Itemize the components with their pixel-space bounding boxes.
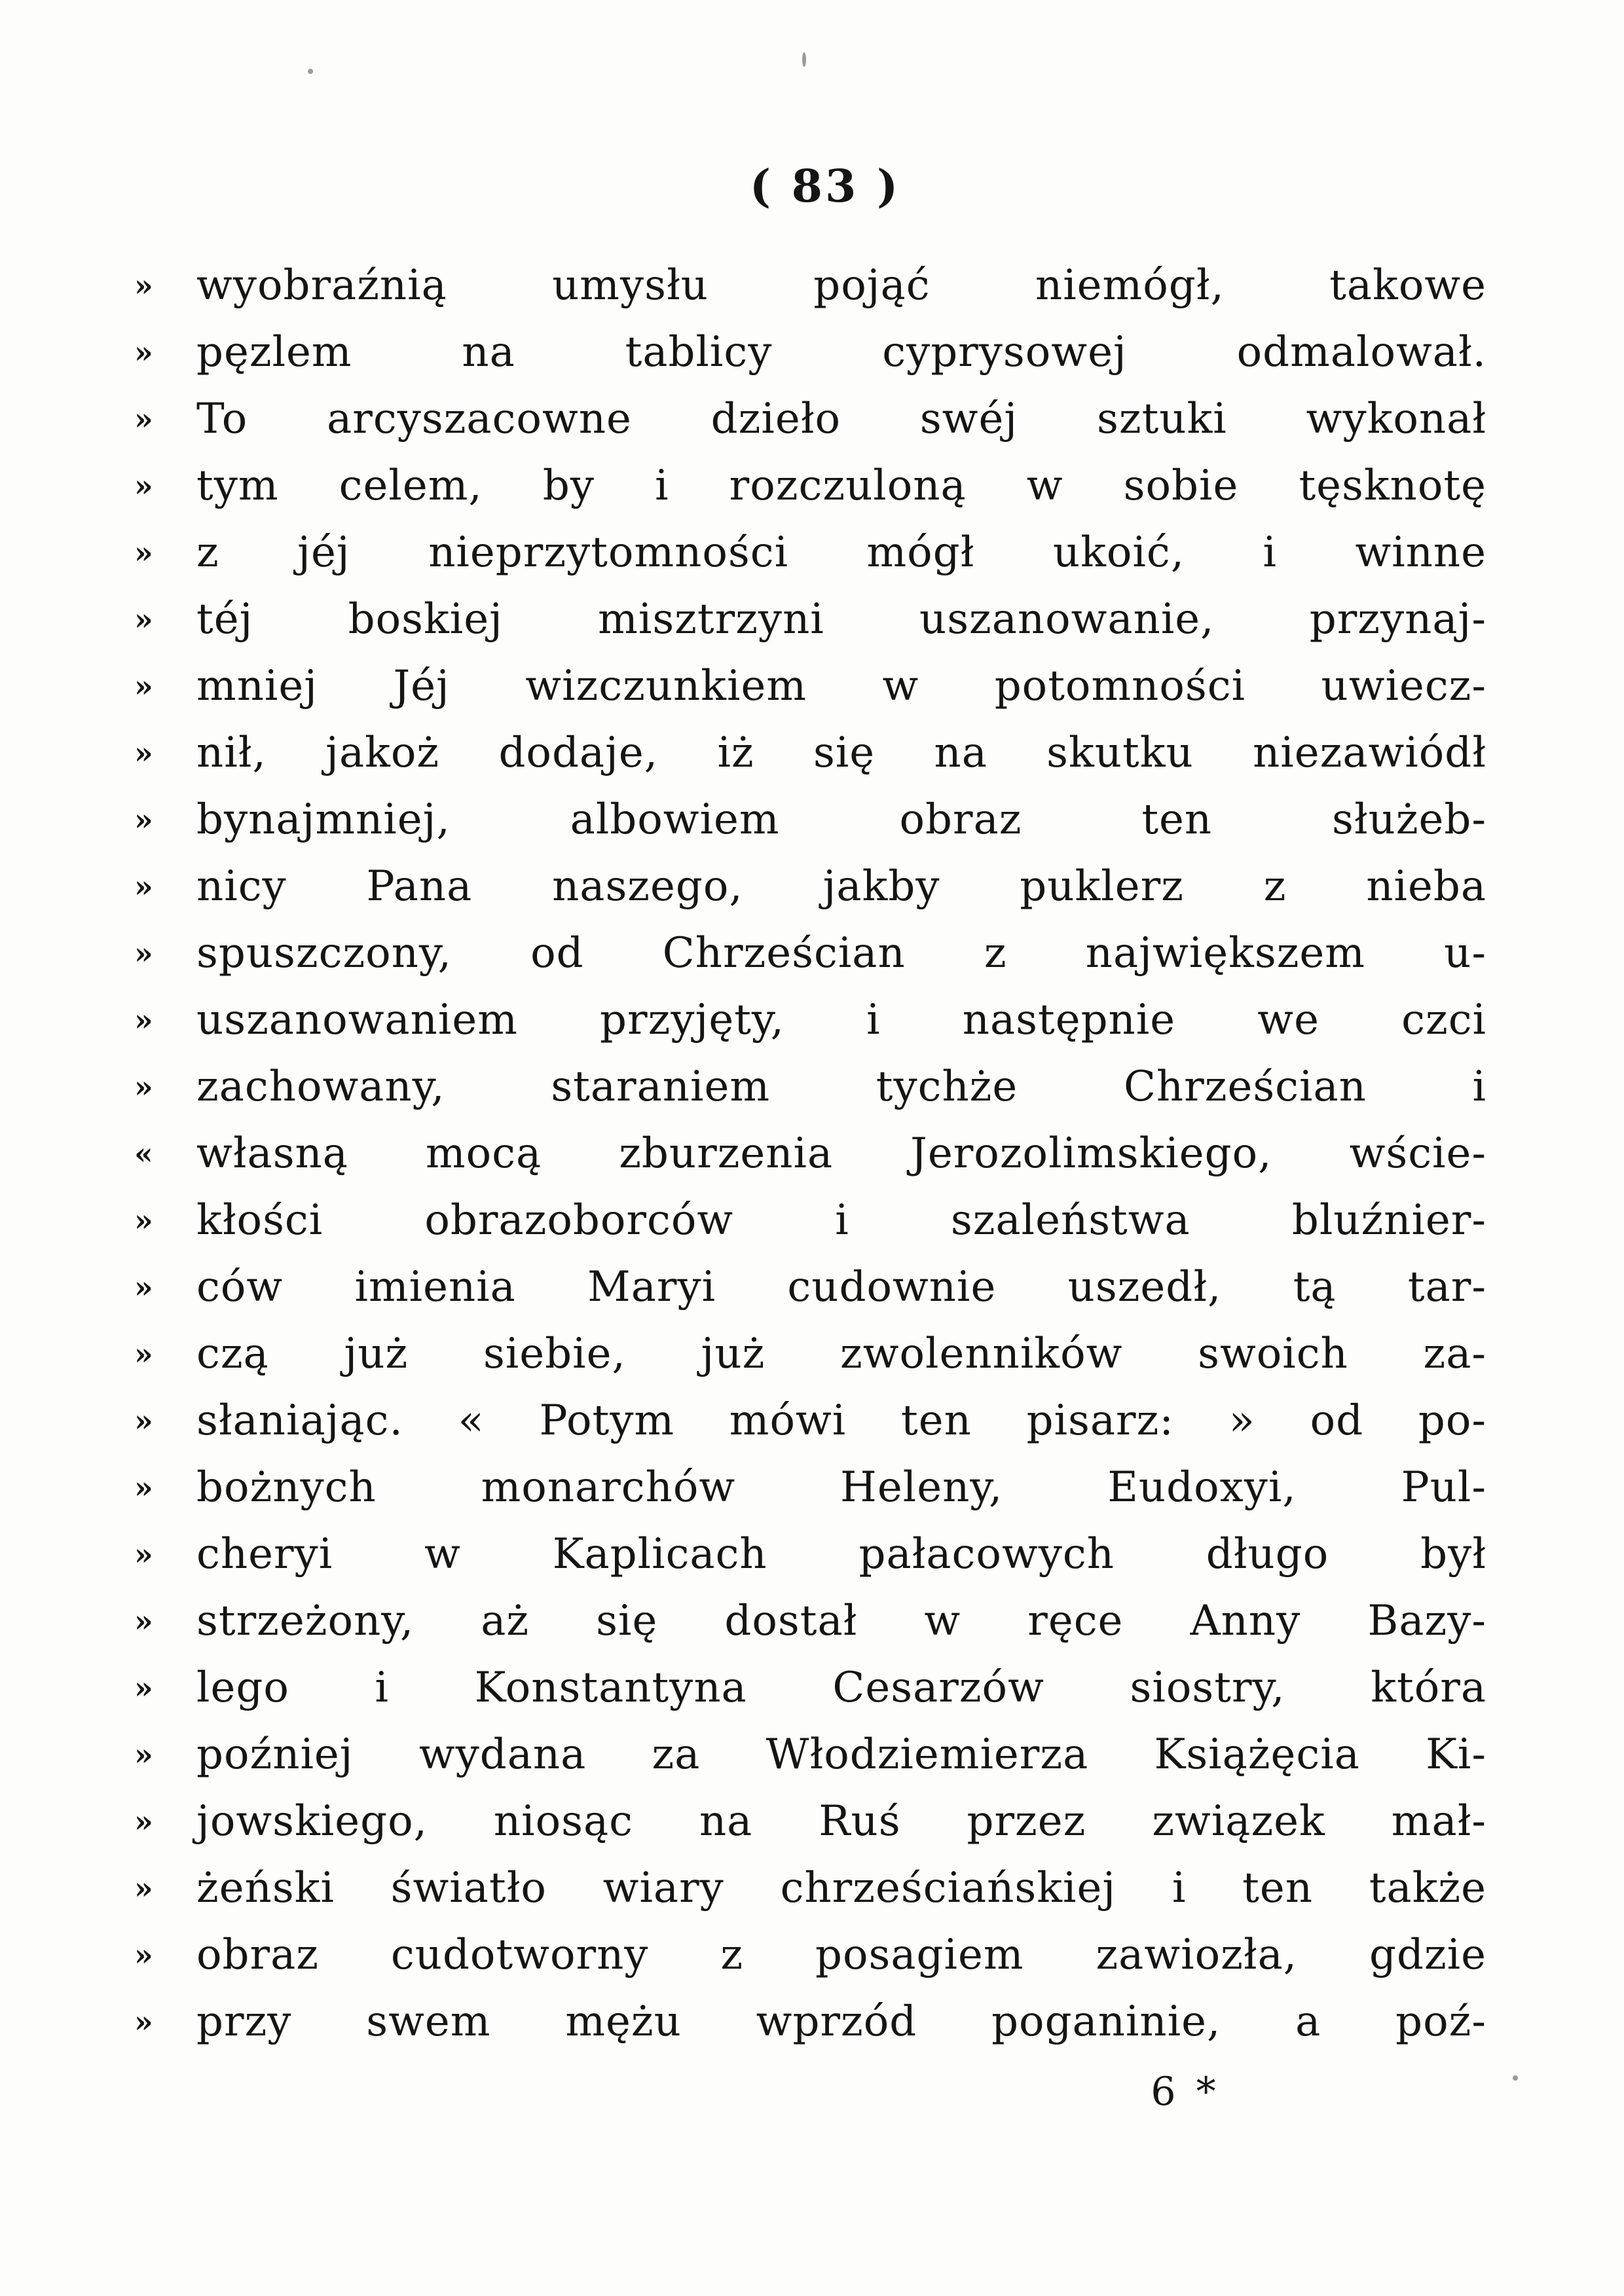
- text-line: [134, 1521, 1486, 1588]
- text-line: [134, 252, 1486, 319]
- line-text: tym celem, by i rozczuloną w sobie tęsknotę: [196, 462, 1486, 510]
- quotation-mark: »: [134, 668, 153, 704]
- line-text: własną mocą zburzenia Jerozolimskiego, wście-: [196, 1129, 1486, 1178]
- text-line: [134, 1654, 1486, 1721]
- text-line: [134, 1053, 1486, 1120]
- text-line: [134, 853, 1486, 920]
- ink-speck: [1513, 2075, 1518, 2081]
- quotation-mark: »: [134, 468, 153, 503]
- ink-speck: [802, 52, 806, 67]
- quotation-mark: »: [134, 735, 153, 771]
- quotation-mark: »: [134, 802, 153, 837]
- text-line: [134, 720, 1486, 786]
- text-line: [134, 1387, 1486, 1454]
- quotation-mark: »: [134, 1870, 153, 1906]
- quotation-mark: »: [134, 1269, 153, 1305]
- text-line: [134, 1855, 1486, 1922]
- line-text: słaniając. « Potym mówi ten pisarz: » od po-: [196, 1396, 1486, 1445]
- page-number: ( 83 ): [749, 160, 901, 213]
- quotation-mark: »: [134, 1336, 153, 1372]
- line-text: uszanowaniem przyjęty, i następnie we czci: [196, 996, 1486, 1044]
- line-text: nicy Pana naszego, jakby puklerz z nieba: [196, 862, 1486, 911]
- text-line: [134, 1454, 1486, 1521]
- line-text: czą już siebie, już zwolenników swoich za-: [196, 1330, 1486, 1378]
- line-text: strzeżony, aż się dostał w ręce Anny Bazy-: [196, 1597, 1486, 1645]
- line-text: zachowany, staraniem tychże Chrześcian i: [196, 1063, 1486, 1111]
- text-line: [134, 786, 1486, 853]
- line-text: cheryi w Kaplicach pałacowych długo był: [196, 1530, 1486, 1578]
- line-text: z jéj nieprzytomności mógł ukoić, i winne: [196, 528, 1486, 577]
- quotation-mark: »: [134, 335, 153, 370]
- text-line: [134, 1321, 1486, 1387]
- text-line: [134, 1120, 1486, 1187]
- quotation-mark: »: [134, 268, 153, 303]
- line-text: To arcyszacowne dzieło swéj sztuki wykonał: [196, 395, 1486, 443]
- line-text: przy swem mężu wprzód poganinie, a poź-: [196, 1997, 1486, 2046]
- quotation-mark: »: [134, 2004, 153, 2039]
- text-line: [134, 452, 1486, 519]
- quotation-mark: »: [134, 1002, 153, 1038]
- text-line: [134, 319, 1486, 386]
- line-text: pęzlem na tablicy cyprysowej odmalował.: [196, 328, 1486, 376]
- quotation-mark: »: [134, 1603, 153, 1639]
- quotation-mark: »: [134, 936, 153, 971]
- text-line: [134, 1922, 1486, 1988]
- quotation-mark: »: [134, 1203, 153, 1238]
- line-text: ców imienia Maryi cudownie uszedł, tą tar-: [196, 1263, 1486, 1311]
- text-line: [134, 586, 1486, 653]
- line-text: téj boskiej misztrzyni uszanowanie, przynaj-: [196, 595, 1486, 644]
- text-line: [134, 653, 1486, 720]
- line-text: nił, jakoż dodaje, iż się na skutku niezawiódł: [196, 729, 1486, 777]
- quotation-mark: »: [134, 1804, 153, 1839]
- quotation-mark: »: [134, 869, 153, 904]
- quotation-mark: »: [134, 1537, 153, 1572]
- line-text: jowskiego, niosąc na Ruś przez związek mał-: [196, 1797, 1486, 1846]
- quotation-mark: «: [134, 1136, 153, 1171]
- ink-speck: [308, 69, 313, 74]
- quotation-mark: »: [134, 401, 153, 437]
- line-text: lego i Konstantyna Cesarzów siostry, która: [196, 1664, 1486, 1712]
- text-line: [134, 1788, 1486, 1855]
- line-text: spuszczony, od Chrześcian z największem u-: [196, 929, 1486, 977]
- text-line: [134, 987, 1486, 1053]
- text-line: [134, 1588, 1486, 1654]
- body-text: [134, 252, 1486, 2055]
- line-text: mniej Jéj wizczunkiem w potomności uwiecz-: [196, 662, 1486, 710]
- line-text: obraz cudotworny z posagiem zawiozła, gdzie: [196, 1931, 1486, 1979]
- text-line: [134, 1187, 1486, 1254]
- text-line: [134, 386, 1486, 452]
- quotation-mark: »: [134, 1670, 153, 1705]
- line-text: bynajmniej, albowiem obraz ten służeb-: [196, 795, 1486, 844]
- line-text: żeński światło wiary chrześciańskiej i ten także: [196, 1864, 1486, 1912]
- line-text: wyobraźnią umysłu pojąć niemógł, takowe: [196, 261, 1486, 310]
- text-line: [134, 920, 1486, 987]
- line-text: kłości obrazoborców i szaleństwa bluźnier-: [196, 1196, 1486, 1245]
- line-text: bożnych monarchów Heleny, Eudoxyi, Pul-: [196, 1463, 1486, 1512]
- quotation-mark: »: [134, 535, 153, 570]
- quotation-mark: »: [134, 1937, 153, 1973]
- text-line: [134, 1254, 1486, 1321]
- quotation-mark: »: [134, 1069, 153, 1104]
- quotation-mark: »: [134, 1737, 153, 1772]
- text-line: [134, 1988, 1486, 2055]
- text-line: [134, 519, 1486, 586]
- line-text: poźniej wydana za Włodziemierza Książęcia Ki-: [196, 1730, 1486, 1779]
- quotation-mark: »: [134, 1403, 153, 1438]
- text-line: [134, 1721, 1486, 1788]
- quotation-mark: »: [134, 1470, 153, 1505]
- quotation-mark: »: [134, 602, 153, 637]
- printer-signature-mark: 6 *: [1151, 2069, 1220, 2115]
